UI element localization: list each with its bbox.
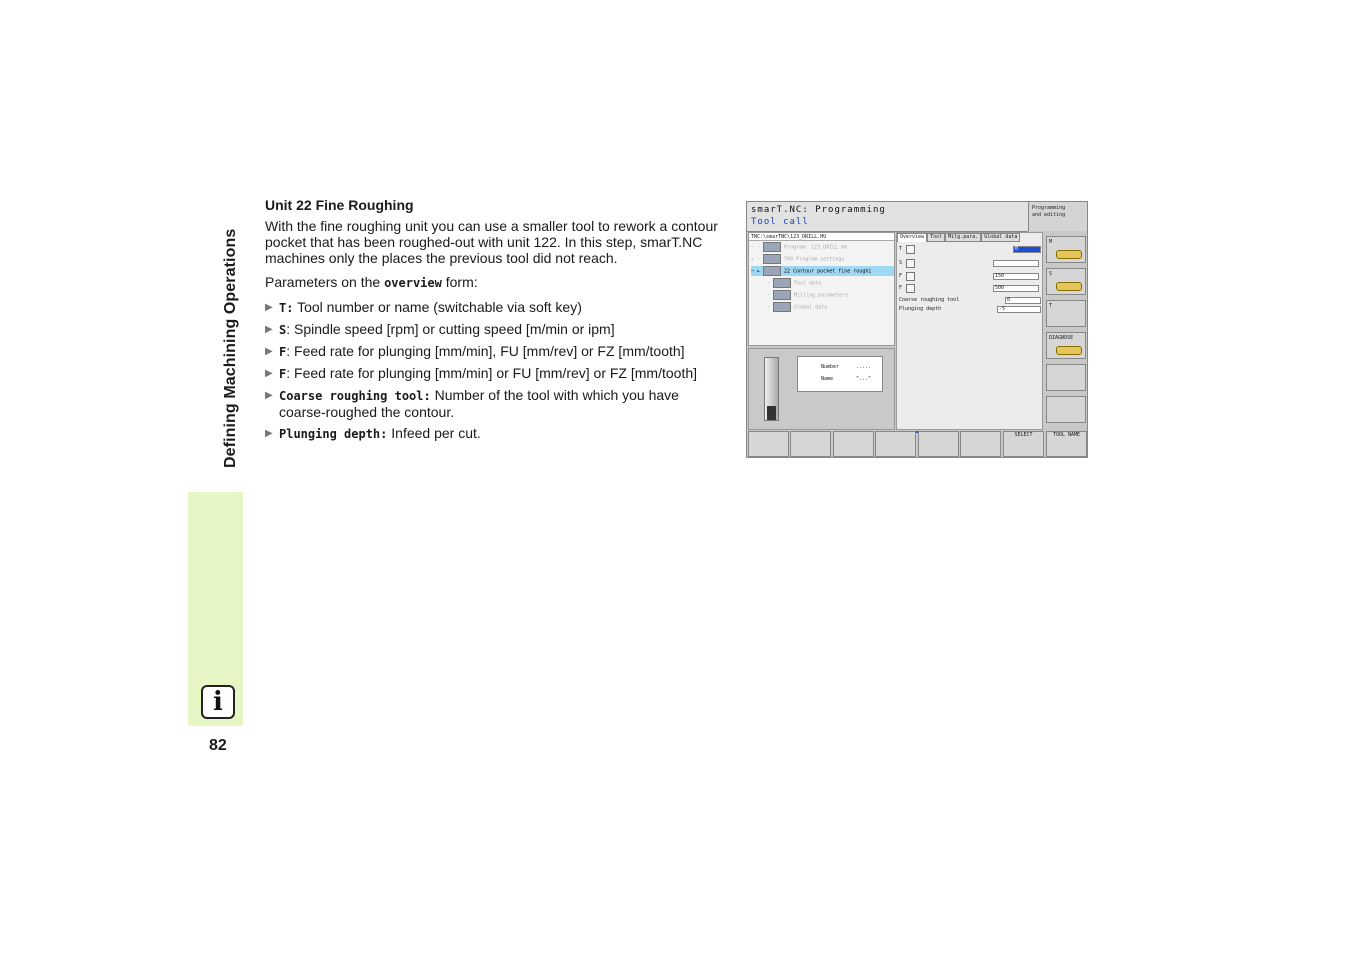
number-label: Number	[821, 364, 840, 370]
field-feed-mill	[899, 284, 1040, 294]
params-intro	[265, 274, 727, 291]
softkey-t[interactable]	[1046, 300, 1086, 327]
tree-label: 22 Contour pocket fine roughi	[784, 268, 872, 275]
params-form-name: overview	[384, 276, 442, 290]
tool-field-icon	[906, 245, 915, 254]
bullet-arrow-icon: ▶	[265, 368, 273, 379]
info-glyph: i	[213, 687, 223, 717]
bullet-arrow-icon: ▶	[265, 346, 273, 357]
softkey-label: TOOL NAME	[1052, 432, 1081, 438]
pocket-icon	[763, 266, 781, 276]
field-spindle	[899, 259, 1040, 269]
tool-preview	[748, 348, 895, 430]
diagnose-icon	[1056, 346, 1082, 355]
horizontal-softkeys	[748, 431, 1088, 458]
softkey-empty[interactable]	[1046, 364, 1086, 391]
tree-marker: ▸ ·	[751, 256, 761, 263]
spindle-icon	[906, 259, 915, 268]
tree-label: Program: 123_DRILL mm	[784, 244, 848, 251]
screen-title: smarT.NC: Programming	[751, 205, 886, 215]
softkey-diagnose[interactable]	[1046, 332, 1086, 359]
param-text: : Feed rate for plunging [mm/min], FU [mm/rev] or FZ [mm/tooth]	[286, 343, 685, 359]
tool-info-box	[797, 356, 883, 392]
tree-marker: − ▸	[751, 268, 761, 275]
softkey-empty[interactable]	[1046, 396, 1086, 423]
field-tool	[899, 245, 1040, 255]
bullet-arrow-icon: ▶	[265, 324, 273, 335]
field-plunging-depth	[899, 305, 1040, 315]
program-path: TNC:\smarTNC\123_DRILL.HU	[749, 233, 894, 241]
feed-plunge-input[interactable]: 150	[993, 273, 1039, 280]
screen-subtitle: Tool call	[751, 217, 809, 227]
tab-overview[interactable]: Overview	[897, 233, 927, 242]
field-key: T	[899, 246, 903, 252]
softkey-label: M	[1049, 239, 1053, 245]
list-item	[265, 321, 727, 338]
tree-label: Tool data	[794, 280, 822, 287]
param-text: Number of the tool with which you have coarse-roughed the contour.	[279, 387, 679, 420]
softkey-select[interactable]	[1003, 431, 1044, 457]
params-suffix: form:	[441, 274, 478, 290]
list-item	[265, 365, 727, 382]
field-key: F	[899, 285, 903, 291]
intro-paragraph: With the fine roughing unit you can use a smaller tool to rework a contour pocket that has been roughed-out with unit 122. In this step, smarT.NC machines only the places the previous tool did not reach.	[265, 218, 718, 266]
screen-title-bar	[747, 202, 1028, 232]
vertical-softkeys	[1044, 232, 1088, 430]
list-item	[265, 343, 727, 360]
param-key: S	[279, 323, 287, 337]
tool-icon	[773, 278, 791, 288]
param-text: : Feed rate for plunging [mm/min] or FU [mm/rev] or FZ [mm/tooth]	[286, 365, 698, 381]
tree-marker: ·	[767, 292, 771, 299]
settings-icon	[763, 254, 781, 264]
tree-label: Milling parameters	[794, 292, 849, 299]
param-key: Plunging depth:	[279, 427, 388, 441]
name-label: Name	[821, 376, 834, 382]
softkey-empty[interactable]	[875, 431, 916, 457]
end-mill-icon	[764, 357, 779, 421]
params-list	[265, 299, 727, 442]
softkey-m[interactable]	[1046, 236, 1086, 263]
tab-global-data[interactable]: Global data	[981, 233, 1020, 242]
smartnc-screenshot	[746, 201, 1088, 458]
param-key: T:	[279, 301, 294, 315]
tool-holder-icon	[1056, 250, 1082, 259]
softkey-empty[interactable]	[918, 431, 959, 457]
plunging-depth-label: Plunging depth	[899, 306, 942, 312]
name-value: "..."	[856, 376, 872, 382]
tab-milling-parameters[interactable]: Milg.para.	[945, 233, 981, 242]
milling-icon	[773, 290, 791, 300]
param-key: F	[279, 367, 287, 381]
plunge-feed-icon	[906, 272, 915, 281]
tree-marker: ·	[767, 304, 771, 311]
list-item	[265, 299, 727, 316]
spindle-input[interactable]	[993, 260, 1039, 267]
softkey-empty[interactable]	[748, 431, 789, 457]
tree-marker: ·	[767, 280, 771, 287]
param-text: : Spindle speed [rpm] or cutting speed [m/min or ipm]	[286, 321, 615, 337]
params-prefix: Parameters on the	[265, 274, 385, 290]
overview-form	[896, 232, 1043, 430]
plunging-depth-input[interactable]: -5	[997, 306, 1041, 313]
param-key: Coarse roughing tool:	[279, 389, 431, 403]
softkey-label: T	[1049, 303, 1053, 309]
tree-item[interactable]	[767, 290, 910, 300]
section-content	[265, 197, 727, 447]
list-item	[265, 387, 727, 420]
program-tree	[748, 232, 895, 346]
tree-marker: − ·	[751, 244, 761, 251]
bullet-arrow-icon: ▶	[265, 390, 273, 401]
number-value: .....	[856, 364, 872, 370]
chapter-title: Defining Machining Operations	[222, 228, 239, 468]
info-icon	[201, 685, 235, 719]
softkey-empty[interactable]	[790, 431, 831, 457]
milling-feed-icon	[906, 284, 915, 293]
page-number: 82	[209, 737, 227, 754]
tree-item-selected[interactable]	[751, 266, 894, 276]
param-key: F	[279, 345, 287, 359]
softkey-label: S	[1049, 271, 1053, 277]
form-tabs	[897, 233, 1042, 242]
softkey-label: SELECT	[1014, 432, 1033, 438]
coarse-tool-input[interactable]: 0	[1005, 297, 1041, 304]
tree-label: 700 Program settings	[784, 256, 845, 263]
tool-input[interactable]: 0	[1013, 246, 1041, 253]
feed-mill-input[interactable]: 500	[993, 285, 1039, 292]
mode-indicator	[1028, 202, 1088, 231]
bullet-arrow-icon: ▶	[265, 302, 273, 313]
program-icon	[763, 242, 781, 252]
field-feed-plunge	[899, 272, 1040, 282]
tree-item[interactable]	[751, 254, 894, 264]
tab-tool[interactable]: Tool	[927, 233, 945, 242]
field-key: S	[899, 260, 903, 266]
field-key: F	[899, 273, 903, 279]
mode-line-1: Programming	[1032, 205, 1066, 211]
bullet-arrow-icon: ▶	[265, 428, 273, 439]
param-text: Tool number or name (switchable via soft key)	[293, 299, 582, 315]
globe-icon	[773, 302, 791, 312]
mode-line-2: and editing	[1032, 212, 1066, 218]
softkey-empty[interactable]	[960, 431, 1001, 457]
tree-item[interactable]	[751, 242, 894, 252]
softkey-label: DIAGNOSE	[1049, 335, 1074, 341]
tree-label: Global data	[794, 304, 828, 311]
softkey-empty[interactable]	[833, 431, 874, 457]
list-item	[265, 425, 727, 442]
coarse-tool-label: Coarse roughing tool	[899, 297, 960, 303]
softkey-tool-name[interactable]	[1046, 431, 1087, 457]
param-text: Infeed per cut.	[387, 425, 481, 441]
tree-item[interactable]	[767, 278, 910, 288]
tree-item[interactable]	[767, 302, 910, 312]
section-heading: Unit 22 Fine Roughing	[265, 197, 414, 213]
tool-holder-icon	[1056, 282, 1082, 291]
softkey-s[interactable]	[1046, 268, 1086, 295]
